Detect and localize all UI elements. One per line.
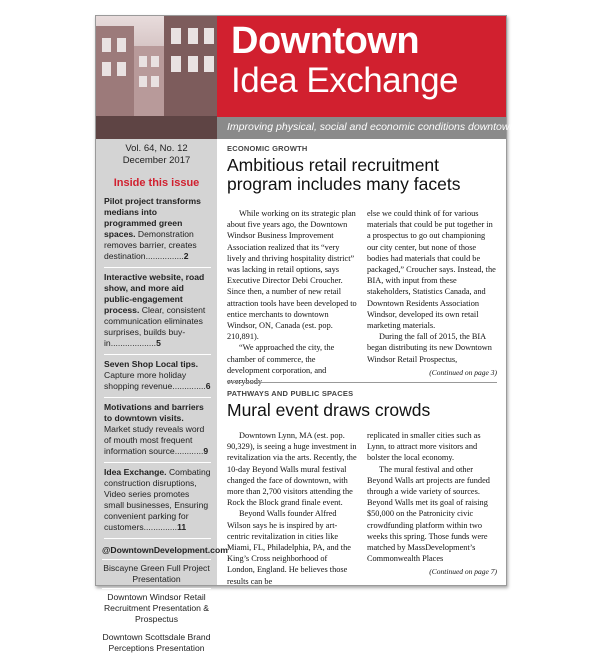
article-paragraph: Downtown Lynn, MA (est. pop. 90,329), is seeing a huge investment in revitalization via the arts. Recently, the 10-day Beyond Walls mural festival changed the face of downtown, with more than 2,700 visitors attending the Rock the Block grand finale event.	[227, 431, 357, 508]
toc-item-page: 6	[205, 381, 211, 391]
toc-item-desc: Combating construction disruptions, Video series promotes small businesses, Ensuring convenient parking for customers	[104, 467, 211, 532]
toc-item-leader: ..............	[172, 381, 206, 391]
issue-volume: Vol. 64, No. 12	[125, 143, 188, 154]
table-of-contents	[104, 192, 211, 539]
toc-item-leader: ...............	[147, 251, 184, 261]
inside-heading: Inside this issue	[113, 177, 200, 189]
toc-item-desc: Clear, consistent communication eliminates surprises, builds buy-in	[104, 305, 206, 348]
masthead	[217, 16, 506, 117]
article-divider	[227, 382, 497, 383]
masthead-title-line1: Downtown	[231, 20, 420, 62]
article-paragraph: replicated in smaller cities such as Lynn, to attract more visitors and bolster the local economy.	[367, 431, 481, 463]
newsletter-page	[95, 15, 516, 653]
web-handle[interactable]: @DowntownDevelopment.com	[102, 545, 228, 555]
toc-item-title: Seven Shop Local tips.	[104, 359, 199, 369]
continued-note[interactable]: (Continued on page 3)	[429, 367, 497, 377]
article-columns	[227, 430, 497, 587]
article-paragraph: Beyond Walls founder Alfred Wilson says he is inspired by art-centric revitalization in cities like Miami, FL, Philadelphia, PA, and the King’s Cross neighborhood of London, England. He believes those results can be	[227, 509, 351, 586]
continued-note[interactable]: (Continued on page 7)	[429, 567, 497, 577]
toc-item[interactable]	[104, 355, 211, 398]
article-column-left	[227, 208, 357, 387]
toc-item-page: 2	[183, 251, 189, 261]
toc-item-title: Pilot project transforms medians into programmed green spaces.	[104, 196, 201, 239]
toc-item-title: Motivations and barriers to downtown visits.	[104, 402, 204, 423]
toc-item-title: Idea Exchange.	[104, 467, 167, 477]
issue-date: December 2017	[122, 155, 191, 166]
web-link[interactable]: Biscayne Green Full Project Presentation	[102, 559, 211, 588]
issue-info	[96, 143, 217, 167]
tagline: Improving physical, social and economic conditions downtown	[227, 121, 516, 133]
toc-item-desc: Capture more holiday shopping revenue	[104, 370, 187, 391]
toc-item-leader: ...................	[110, 338, 157, 348]
article-kicker: PATHWAYS AND PUBLIC SPACES	[227, 389, 354, 398]
toc-item-page: 9	[203, 446, 209, 456]
article-kicker: ECONOMIC GROWTH	[227, 144, 308, 153]
article-pathways	[227, 389, 497, 587]
article-columns	[227, 208, 497, 387]
toc-item-page: 5	[156, 338, 161, 348]
toc-item[interactable]	[104, 268, 211, 355]
toc-item-leader: ..............	[143, 522, 178, 532]
toc-item-leader: ............	[174, 446, 204, 456]
toc-item-title: Interactive website, road show, and more aid public-engagement process.	[104, 272, 205, 315]
toc-item[interactable]	[104, 192, 211, 268]
toc-item-page: 11	[177, 522, 187, 532]
article-paragraph: During the fall of 2015, the BIA began distributing its new Downtown Windsor Retail Prospectus,	[367, 332, 492, 364]
web-resources	[102, 545, 228, 657]
article-column-right	[367, 430, 497, 587]
toc-item[interactable]	[104, 463, 211, 539]
tagline-bar	[217, 117, 516, 139]
sidebar	[96, 139, 228, 653]
article-economic-growth	[227, 144, 497, 387]
masthead-title-line2: Idea Exchange	[231, 61, 459, 100]
masthead-photo	[96, 16, 217, 139]
toc-item-desc: Market study reveals word of mouth most frequent information source	[104, 424, 205, 456]
article-paragraph: “We approached the city, the chamber of commerce, the development corporation, and	[227, 343, 335, 375]
article-paragraph: else we could think of for various materials that could be put together in a prospectus to go out championing our city center, but none of those bodies had materials that could be packaged,” Croucher says. Instead, the BIA, with input from these stakeholders, Statistics Canada, and Downtown Residents Association Windsor, developed its own retail marketing materials.	[367, 209, 496, 331]
article-headline: Ambitious retail recruitment program includes many facets	[227, 155, 461, 194]
article-paragraph: The mural festival and other Beyond Walls art projects are funded through a wide variety of sources. Beyond Walls met its goal of raising $50,000 on the Patronicity civic crowdfunding platform within two weeks this spring. Those funds were matched by MassDevelopment’s Commonwealth Places	[367, 464, 490, 564]
article-column-right	[367, 208, 497, 387]
article-column-left	[227, 430, 357, 587]
toc-item[interactable]	[104, 398, 211, 463]
toc-item-desc: Demonstration removes barrier, creates destination.	[104, 229, 197, 261]
web-link[interactable]: Downtown Scottsdale Brand Perceptions Presentation	[102, 628, 211, 657]
web-link[interactable]: Downtown Windsor Retail Recruitment Presentation & Prospectus	[102, 588, 211, 628]
article-paragraph: While working on its strategic plan about five years ago, the Downtown Windsor Business Improvement Association realized that its “very lively and thriving hospitality district” was lacking in retail options, says Executive Director Debi Croucher. Since then, a number of new retail attraction tools have been developed to entice merchants to downtown Windsor, ON, Canada (est. pop. 210,891).	[227, 209, 357, 342]
article-headline: Mural event draws crowds	[227, 400, 431, 420]
